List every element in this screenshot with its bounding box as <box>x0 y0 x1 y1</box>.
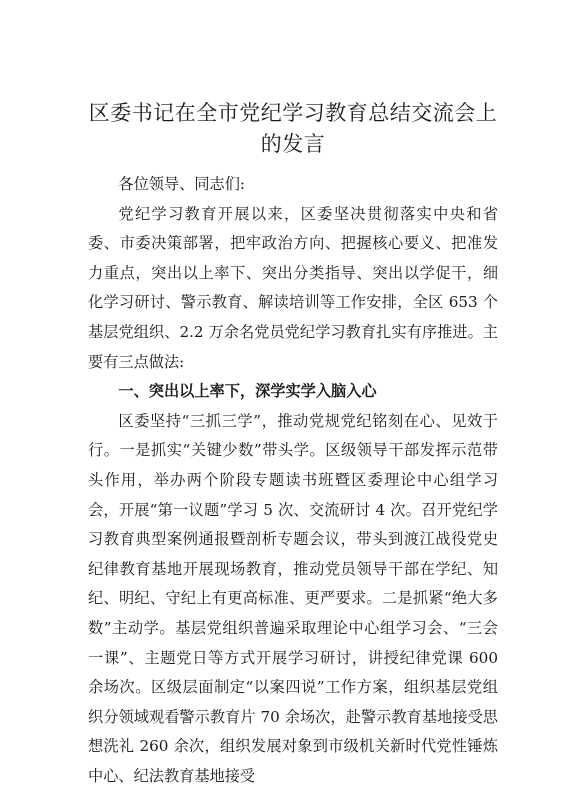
intro-paragraph: 党纪学习教育开展以来，区委坚决贯彻落实中央和省委、市委决策部署，把牢政治方向、把握核心要义、把准发力重点，突出以上率下、突出分类指导、突出以学促干，细化学习研讨、警示教育、解读培训等工作安排，全区 653 个基层党组织、2.2 万余名党员党纪学习教育扎实有序推进。主要有三点做法: <box>88 204 498 371</box>
document-title: 区委书记在全市党纪学习教育总结交流会上的发言 <box>88 101 498 156</box>
section-paragraph: 区委坚持“三抓三学”，推动党规党纪铭刻在心、见效于行。一是抓实“关键少数”带头学。区级领导干部发挥示范带头作用，举办两个阶段专题读书班暨区委理论中心组学习会，开展“第一议题”学习 5 次、交流研讨 4 次。召开党纪学习教育典型案例通报暨剖析专题会议，带头到渡江战役党史纪律教育基地开展现场教育，推动党员领导干部在学纪、知纪、明纪、守纪上有更高标准、更严要求。二是抓紧“绝大多数”主动学。基层党组织普遍采取理论中心组学习会、“三会一课”、主题党日等方式开展学习研讨，讲授纪律党课 600 余场次。区级层面制定“以案四说”工作方案，组织基层党组织分领域观看警示教育片 70 余场次，赴警示教育基地接受思想洗礼 260 余次，组织发展对象到市级机关新时代党性锤炼中心、纪法教育基地接受 <box>88 411 498 785</box>
salutation: 各位领导、同志们: <box>118 175 246 193</box>
document-body <box>88 170 498 791</box>
section-heading: 一、突出以上率下，深学实学入脑入心 <box>118 382 377 401</box>
